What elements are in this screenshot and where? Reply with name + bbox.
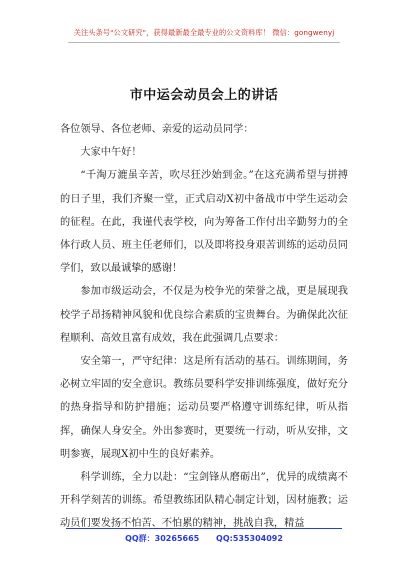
qq-group-label: QQ群：30265665 bbox=[125, 534, 200, 543]
greeting-paragraph: 大家中午好！ bbox=[80, 147, 142, 159]
footer-divider bbox=[66, 528, 342, 529]
document-title: 市中运会动员会上的讲话 bbox=[129, 88, 279, 103]
salutation: 各位领导、各位老师、亲爱的运动员同学： bbox=[60, 124, 254, 135]
header-banner bbox=[0, 0, 408, 70]
footer-contact bbox=[0, 533, 408, 544]
qq-label: QQ:535304092 bbox=[216, 534, 283, 543]
header-divider bbox=[68, 42, 340, 43]
body-paragraph: 科学训练，全力以赴：“宝剑锋从磨砺出”，优异的成绩离不开科学刻苦的训练。希望教练团队精心制定计划，因材施教；运动员们要发扬不怕苦、不怕累的精神，挑战自我，精益 bbox=[60, 472, 348, 530]
body-paragraph: 安全第一，严守纪律：这是所有活动的基石。训练期间，务必树立牢固的安全意识。教练员要科学安排训练强度，做好充分的热身指导和防护措施；运动员要严格遵守训练纪律，听从指挥，确保人身安全。外出参赛时，更要统一行动，听从安排，文明参赛，展现X初中生的良好素养。 bbox=[60, 356, 348, 460]
body-paragraph: “千淘万漉虽辛苦，吹尽狂沙始到金。”在这充满希望与拼搏的日子里，我们齐聚一堂，正式启动X初中备战市中学生运动会的征程。在此，我谨代表学校，向为筹备工作付出辛勤努力的全体行政人员、班主任老师们，以及即将投身艰苦训练的运动员同学们，致以最诚挚的感谢！ bbox=[60, 170, 348, 275]
body-paragraph: 参加市级运动会，不仅是为校争光的荣誉之战，更是展现我校学子昂扬精神风貌和优良综合素质的宝贵舞台。为确保此次征程顺利、高效且富有成效，我在此强调几点要求： bbox=[60, 286, 348, 344]
header-banner-text: 关注头条号"公文研究"，获得最新最全最专业的公文资料库！ 微信：gongwenyj bbox=[73, 28, 335, 37]
document-body bbox=[60, 118, 348, 536]
